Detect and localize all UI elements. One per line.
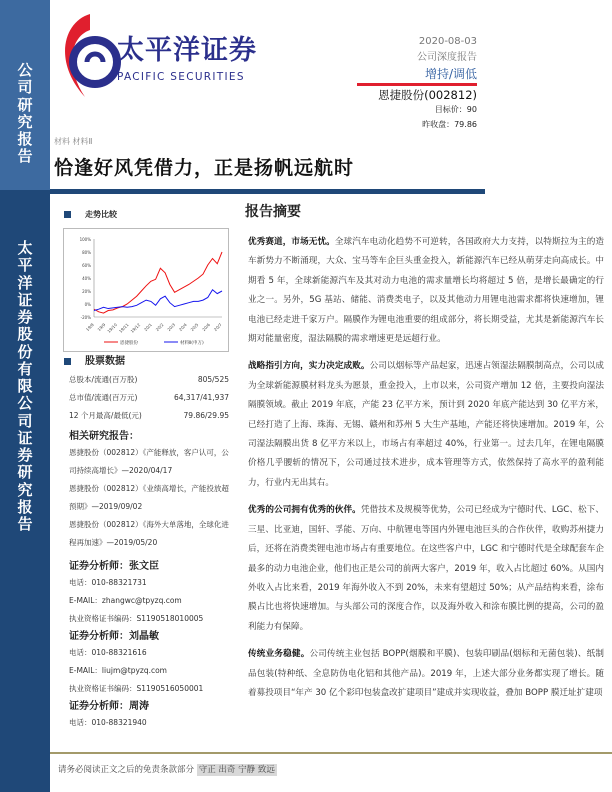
stock-data-row [69,411,229,421]
related-reports-heading: 相关研究报告： [69,431,139,442]
report-title: 恰逢好风凭借力，正是扬帆远航时 [54,157,355,179]
series-line-0 [94,252,222,313]
footer-motto: 守正 出奇 宁静 致远 [198,765,275,775]
related-report-2[interactable]: 恩捷股份（002812）《业绩高增长，产能投放超预期》—2019/09/02 [69,484,229,511]
bullet-square-icon [64,358,71,365]
abstract-paragraph: 优秀的公司拥有优秀的伙伴。凭借技术及规模等优势，公司已经成为宁德时代、LGC、松下、三星、比亚迪，国轩、孚能、万向、中航锂电等国内外锂电池巨头的合作伙伴，收购苏州捷力后，还将在消费类锂电池市场占有重要地位。在这些客户中，LGC 和宁德时代是全球配套车企最多的动力电池企业，他们也正是公司的前两大客户，2019 年，收入占比超过 60%。从国内外收入占比来看，2019 年海外收入不到 20%，未来有望超过 50%；从产品结构来看，涂布膜占比也将快速增加。与头部公司的深度合作，以及海外收入和涂布膜比例的提高，公司的盈利能力有保障。 [248,505,604,632]
stock-data-label: 12 个月最高/最低(元) [69,411,142,420]
x-tick-label: 20/3 [166,322,177,333]
title-divider [50,189,485,194]
x-tick-label: 19/11 [117,322,130,334]
x-tick-label: 20/4 [177,322,188,333]
x-tick-label: 19/12 [129,322,142,334]
analyst-heading: 证券分析师：周涛 [69,701,149,712]
y-tick-label: 80% [82,250,91,255]
analyst-heading: 证券分析师：刘晶敏 [69,631,159,642]
abstract-body [248,233,604,711]
related-report-3[interactable]: 恩捷股份（002812）《海外大单落地，全球化进程再加速》—2019/05/20 [69,520,229,547]
analyst-email[interactable]: E-MAIL：liujm@tpyzq.com [69,666,167,675]
y-tick-label: 20% [82,289,91,294]
analyst-cert: 执业资格证书编码：S1190518010005 [69,614,204,623]
y-tick-label: 60% [82,263,91,268]
stock-data-value: 805/525 [197,375,229,384]
analyst-phone: 电话：010-88321731 [69,578,147,587]
legend-label: 材料Ⅱ(申万) [180,341,204,346]
trend-chart [63,228,229,352]
stock-data-heading: 股票数据 [64,355,125,368]
x-tick-label: 20/7 [212,322,223,333]
bullet-square-icon [64,211,71,218]
abstract-paragraph: 战略指引方向，实力决定成败。公司以烟标等产品起家，迅速占领湿法隔膜制高点，公司以成为全球新能源膜材料龙头为愿景，重金投入，上市以来，公司资产增加 12 倍，主要投向湿法隔膜领域。截止 2019 年底，产能 23 亿平方米，预计到 2020 年底产能达到 30 亿平方米，已经打造了上海、珠海、无锡、赣州和苏州 5 大生产基地，产能还将快速增加。2019 年，公司湿法隔膜出货 8 亿平方米以上，市场占有率超过 40%，行业第一。过去几年，在锂电隔膜价格几乎腰斩的情况下，公司通过技术进步，成本管理等方式，依然保持了高水平的盈利能力，行业内无出其右。 [248,361,604,488]
y-tick-label: 40% [82,276,91,281]
analyst-phone: 电话：010-88321940 [69,718,147,727]
legend-label: 恩捷股份 [120,341,138,346]
rating: 增持/调低 [424,67,477,81]
trend-chart-svg [64,229,230,353]
last-close: 昨收盘：79.86 [422,120,477,129]
sidebar-label-firm-name: 太 平 洋 证 券 股 份 有 限 公 司 证 券 研 究 报 告 [17,239,33,533]
logo-text-cn: 太平洋证券 [117,35,257,66]
x-tick-label: 20/2 [154,322,165,333]
report-type: 公司深度报告 [417,52,477,63]
analyst-heading: 证券分析师：张文臣 [69,561,159,572]
trend-heading: 走势比较 [64,208,117,221]
footer: 请务必阅读正文之后的免责条款部分 守正 出奇 宁静 致远 [58,765,275,775]
analyst-email[interactable]: E-MAIL：zhangwc@tpyzq.com [69,596,182,605]
y-tick-label: 100% [79,237,91,242]
series-line-1 [94,290,222,311]
analyst-phone: 电话：010-88321616 [69,648,147,657]
x-tick-label: 20/1 [143,322,153,333]
y-tick-label: -20% [80,315,91,320]
abstract-paragraph: 优秀赛道，市场无忧。全球汽车电动化趋势不可逆转，各国政府大力支持，以特斯拉为主的造车新势力不断涌现，大众、宝马等车企巨头重金投入，新能源汽车已经从萌芽走向高成长。中期看 5 年，全球新能源汽车及其对动力电池的需求量增长均将超过 5 倍，是增长最确定的行业之一。另外，5G 基站、储能、消费类电子，以及其他动力用锂电池需求都将快速增加，锂电池已经走进千家万户。隔膜作为锂电池重要的组成部分，将长期受益，尤其是新能源汽车长期对能量密度，湿法隔膜的需求增速更是远超行业。 [248,237,604,345]
related-report-1[interactable]: 恩捷股份（002812）《产能释放，客户认可，公司持续高增长》—2020/04/17 [69,448,229,475]
x-tick-label: 19/8 [84,322,95,333]
abstract-paragraph: 传统业务稳健。公司传统主业包括 BOPP(烟膜和平膜)、包装印刷品(烟标和无菌包装)、纸制品包装(特种纸、全息防伪电化铝和其他产品)。2019 年，上述大部分业务都实现了增长。随着募投项目“年产 30 亿个彩印包装盒改扩建项目”建成并实现收益，叠加 BOPP 膜迁址扩建项 [248,649,604,698]
stock-data-label: 总市值/流通(百万元) [69,393,138,402]
stock-data-label: 总股本/流通(百万股) [69,375,138,384]
left-column-details [69,428,231,732]
rating-underline [357,83,477,86]
x-tick-label: 20/6 [201,322,212,333]
logo-text-en: PACIFIC SECURITIES [117,71,245,83]
footer-divider [50,752,612,754]
stock-name-code: 恩捷股份(002812) [378,88,477,102]
stock-data-row [69,393,229,403]
industry-breadcrumb: 材料 材料Ⅱ [54,137,93,146]
target-price: 目标价：90 [434,105,477,114]
report-date: 2020-08-03 [418,36,477,47]
stock-data-row [69,375,229,385]
x-tick-label: 19/10 [106,322,118,334]
y-tick-label: 0% [84,302,91,307]
stock-data-value: 79.86/29.95 [183,411,229,420]
abstract-heading: 报告摘要 [245,204,301,220]
x-tick-label: 19/9 [96,322,107,333]
stock-data-value: 64,317/41,937 [173,393,229,402]
sidebar-label-company-research: 公 司 研 究 报 告 [17,61,33,166]
analyst-cert: 执业资格证书编码：S1190516050001 [69,684,204,693]
x-tick-label: 20/5 [189,322,200,333]
